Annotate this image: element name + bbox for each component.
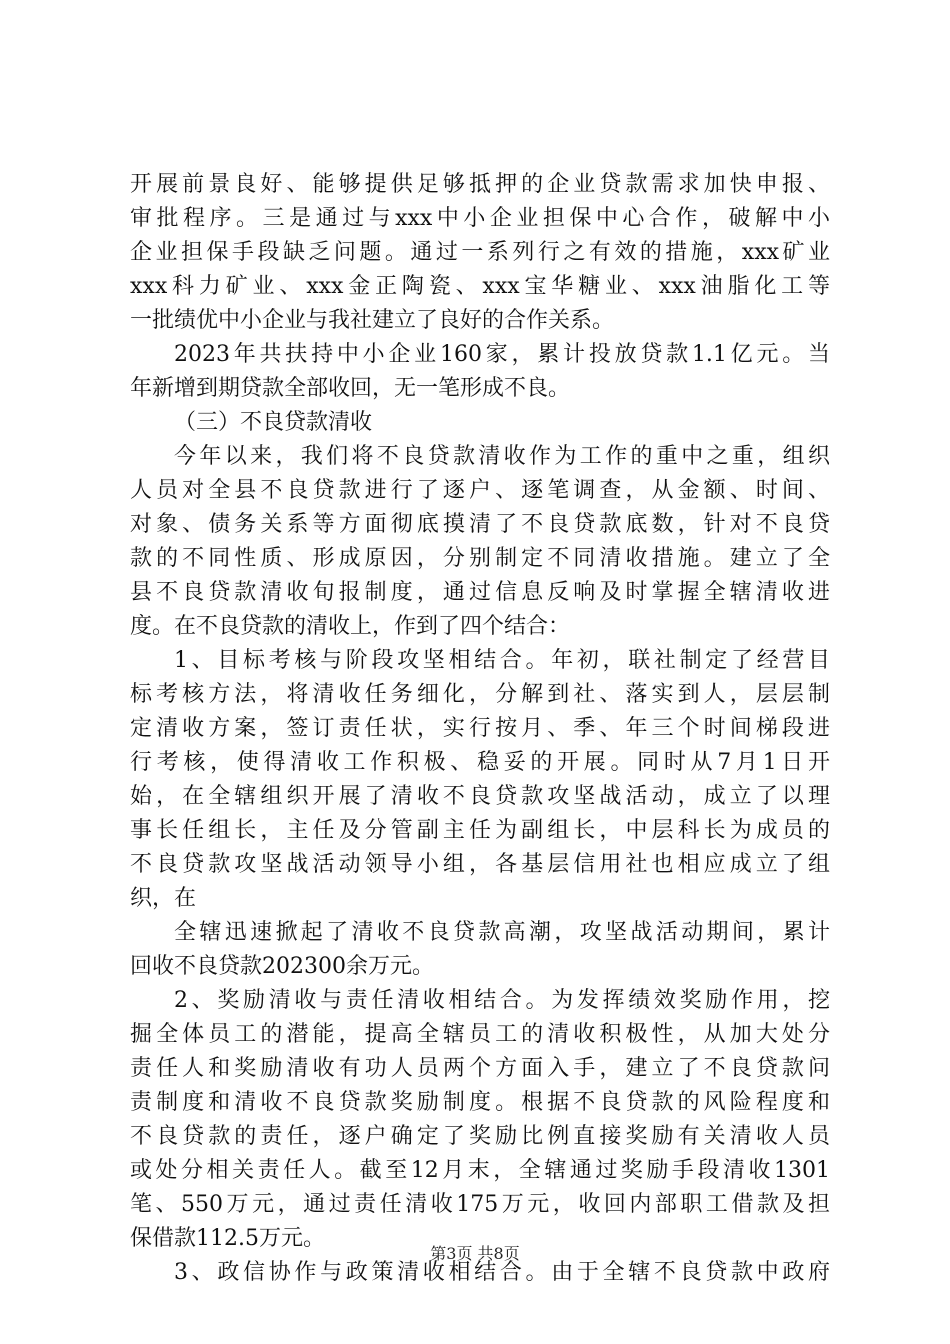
page-footer: 第3页 共8页: [430, 1244, 520, 1263]
text-line: 款的不同性质、形成原因，分别制定不同清收措施。建立了全: [130, 546, 830, 571]
text-line: 标考核方法，将清收任务细化，分解到社、落实到人，层层制: [130, 682, 830, 707]
text-line: 始，在全辖组织开展了清收不良贷款攻坚战活动，成立了以理: [130, 784, 830, 809]
text-line: 审批程序。三是通过与xxx中小企业担保中心合作，破解中小: [130, 206, 830, 231]
text-line: xxx科力矿业、xxx金正陶瓷、xxx宝华糖业、xxx油脂化工等: [130, 274, 830, 299]
text-line: 保借款112.5万元。: [130, 1226, 325, 1251]
text-line: 笔、550万元，通过责任清收175万元，收回内部职工借款及担: [130, 1192, 830, 1217]
text-line: 年新增到期贷款全部收回，无一笔形成不良。: [130, 376, 571, 401]
text-line: 全辖迅速掀起了清收不良贷款高潮，攻坚战活动期间，累计: [174, 920, 830, 945]
text-line: 3、政信协作与政策清收相结合。由于全辖不良贷款中政府: [174, 1260, 830, 1285]
text-line: 定清收方案，签订责任状，实行按月、季、年三个时间梯段进: [130, 716, 830, 741]
text-line: 2、奖励清收与责任清收相结合。为发挥绩效奖励作用，挖: [174, 988, 830, 1013]
text-line: （三）不良贷款清收: [174, 410, 373, 435]
text-line: 行考核，使得清收工作积极、稳妥的开展。同时从7月1日开: [130, 750, 830, 775]
text-line: 不良贷款攻坚战活动领导小组，各基层信用社也相应成立了组: [130, 852, 830, 877]
text-line: 责任人和奖励清收有功人员两个方面入手，建立了不良贷款问: [130, 1056, 830, 1081]
text-line: 开展前景良好、能够提供足够抵押的企业贷款需求加快申报、: [130, 172, 830, 197]
text-line: 一批绩优中小企业与我社建立了良好的合作关系。: [130, 308, 615, 333]
text-line: 对象、债务关系等方面彻底摸清了不良贷款底数，针对不良贷: [130, 512, 830, 537]
text-line: 不良贷款的责任，逐户确定了奖励比例直接奖励有关清收人员: [130, 1124, 830, 1149]
text-line: 企业担保手段缺乏问题。通过一系列行之有效的措施，xxx矿业: [130, 240, 830, 265]
text-line: 责制度和清收不良贷款奖励制度。根据不良贷款的风险程度和: [130, 1090, 830, 1115]
text-line: 或处分相关责任人。截至12月末，全辖通过奖励手段清收1301: [130, 1158, 830, 1183]
text-line: 回收不良贷款202300余万元。: [130, 954, 434, 979]
document-body: [130, 168, 830, 1290]
text-line: 人员对全县不良贷款进行了逐户、逐笔调查，从金额、时间、: [130, 478, 830, 503]
text-line: 2023年共扶持中小企业160家，累计投放贷款1.1亿元。当: [174, 342, 830, 367]
text-line: 度。在不良贷款的清收上，作到了四个结合：: [130, 614, 571, 639]
text-line: 织，在: [130, 886, 197, 911]
text-line: 1、目标考核与阶段攻坚相结合。年初，联社制定了经营目: [174, 648, 830, 673]
text-line: 县不良贷款清收旬报制度，通过信息反响及时掌握全辖清收进: [130, 580, 830, 605]
text-line: 掘全体员工的潜能，提高全辖员工的清收积极性，从加大处分: [130, 1022, 830, 1047]
text-line: 事长任组长，主任及分管副主任为副组长，中层科长为成员的: [130, 818, 830, 843]
text-line: 今年以来，我们将不良贷款清收作为工作的重中之重，组织: [174, 444, 830, 469]
